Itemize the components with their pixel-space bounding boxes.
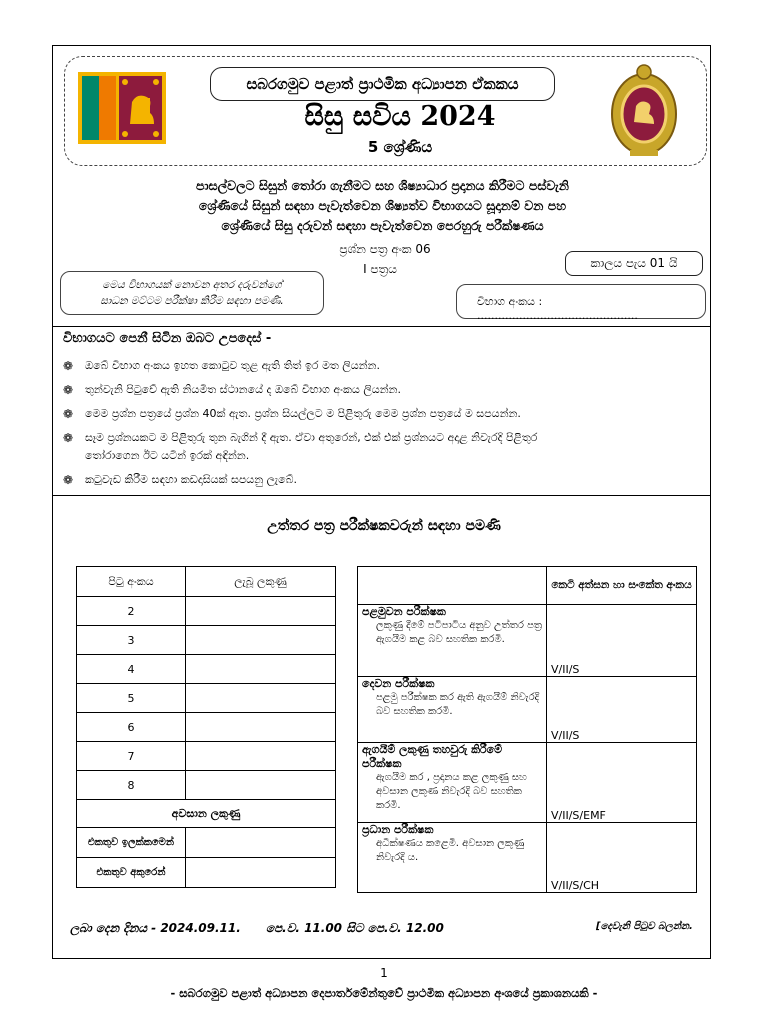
intro-line-1: පාසල්වලට සිසුන් තෝරා ගැනීමට සහ ශිෂ්‍යාධාර ප්‍රදානය කිරීමට පස්වැනි — [196, 178, 569, 193]
page-number: 1 — [380, 966, 388, 980]
examiner-row — [358, 823, 547, 893]
exam-title: සිසු සවිය 2024 — [304, 101, 496, 132]
signature-cell[interactable] — [547, 605, 697, 677]
instruction-text: කටුවැඩ කිරීම සඳහා කඩදාසියක් සපයනු ලැබේ. — [85, 473, 297, 486]
marks-cell[interactable] — [186, 771, 336, 800]
total-words-label: එකතුව අකුරෙන් — [77, 858, 186, 888]
examiner-row — [358, 743, 547, 823]
examiner-row — [358, 677, 547, 743]
authority-title: සබරගමුව පළාත් ප්‍රාථමික අධ්‍යාපන ඒකකය — [210, 67, 555, 101]
examiner-desc: අධීක්ෂණය කළෙමි. අවසාන ලකුණු නිවැරදි ය. — [376, 838, 525, 863]
examiner-role-header — [358, 567, 547, 605]
marks-cell[interactable] — [186, 655, 336, 684]
signature-cell[interactable] — [547, 823, 697, 893]
symbol-code: V/II/S — [551, 729, 580, 742]
examiner-role: දෙවන පරීක්ෂක — [362, 677, 435, 690]
total-digits-label: එකතුව ඉලක්කමෙන් — [77, 828, 186, 858]
bullet-icon: ❁ — [63, 359, 74, 373]
page-number-cell: 2 — [77, 597, 186, 626]
paper-part: I පත්‍රය — [363, 262, 397, 276]
marks-cell[interactable] — [186, 626, 336, 655]
total-words-cell[interactable] — [186, 858, 336, 888]
col-marks-header: ලැබූ ලකුණු — [186, 567, 336, 597]
bullet-icon: ❁ — [63, 407, 74, 421]
page-number-cell: 7 — [77, 742, 186, 771]
instruction-text: මෙම ප්‍රශ්න පත්‍රයේ ප්‍රශ්න 40ක් ඇත. ප්‍රශ්න සියල්ලට ම පිළිතුරු මෙම ප්‍රශ්න පත්‍රයේ ම සපයන්න. — [85, 407, 521, 420]
instructions-heading: විභාගයට පෙනී සිටින ඔබට උපදෙස් - — [63, 331, 272, 346]
instruction-text: ඔබේ විභාග අංකය ඉහත කොටුව තුළ ඇති තිත් ඉර මත ලියන්න. — [85, 359, 380, 372]
divider — [52, 495, 711, 496]
examiner-desc: පළමු පරීක්ෂක කර ඇති ඇගයීම් නිවැරදි බව සහතික කරමි. — [376, 692, 540, 717]
marks-cell[interactable] — [186, 684, 336, 713]
page-number-cell: 5 — [77, 684, 186, 713]
signature-cell[interactable] — [547, 677, 697, 743]
see-over-note: [දෙවැනි පිටුව බලන්න. — [596, 921, 693, 932]
exam-date-line: ලබා දෙන දිනය - 2024.09.11. පෙ.ව. 11.00 සිට පෙ.ව. 12.00 — [70, 921, 444, 935]
index-number-field[interactable] — [456, 284, 706, 322]
page-number-cell: 3 — [77, 626, 186, 655]
instruction-item — [63, 428, 703, 448]
page-number-cell: 6 — [77, 713, 186, 742]
signature-header: කෙටි අත්සන හා සංකේත අංකය — [547, 567, 697, 605]
bullet-icon: ❁ — [63, 431, 74, 445]
signature-cell[interactable] — [547, 743, 697, 823]
marks-cell[interactable] — [186, 597, 336, 626]
instruction-item — [63, 470, 703, 490]
flag-icon — [78, 72, 166, 144]
instruction-item — [63, 356, 703, 376]
instruction-text: සෑම ප්‍රශ්නයකට ම පිළිතුරු තුන බැගින් දී ඇත. ඒවා අතුරෙන්, එක් එක් ප්‍රශ්නයට අදාළ නිවැරදි පිළිතුර — [85, 431, 538, 444]
intro-line-3: ශ්‍රේණියේ සිසු දරුවන් සඳහා පැවැත්වෙන පෙරහුරු පරීක්ෂණය — [221, 218, 544, 233]
examiners-title: උත්තර පත්‍ර පරීක්ෂකවරුන් සඳහා පමණි — [267, 518, 501, 534]
instruction-text: තුන්වැනි පිටුවේ ඇති නියමිත ස්ථානයේ ද ඔබේ විභාග අංකය ලියන්න. — [85, 383, 401, 396]
marks-table — [76, 566, 336, 888]
examiner-desc: ඇගයීම කර , ප්‍රදානය කළ ලකුණු සහ අවසාන ලකුණ නිවැරදි බව සහතික කරමි. — [376, 772, 527, 811]
symbol-code: V/II/S/EMF — [551, 809, 606, 822]
intro-line-2: ශ්‍රේණියේ සිසුන් සඳහා පැවැත්වෙන ශිෂ්‍යත්ව විභාගයට සූදානම් වන පහ — [198, 198, 567, 213]
emblem-icon — [608, 62, 680, 160]
examiner-table — [357, 566, 697, 893]
col-page-header: පිටු අංකය — [77, 567, 186, 597]
examiner-desc: ලකුණු දීමේ පටිපාටිය අනුව උත්තර පත්‍ර ඇගයීම කළ බව සහතික කරමි. — [376, 620, 542, 645]
publisher-line: - සබරගමුව පළාත් අධ්‍යාපන දෙපාර්තමේන්තුවේ ප්‍රාථමික අධ්‍යාපන අංශයේ ප්‍රකාශනයකි - — [170, 986, 598, 1000]
bullet-icon: ❁ — [63, 473, 74, 487]
divider — [52, 326, 711, 327]
total-digits-cell[interactable] — [186, 828, 336, 858]
examiner-role: ඇගයීම් ලකුණු තහවුරු කිරීමේ පරීක්ෂක — [362, 743, 503, 770]
index-label: විභාග අංකය : — [477, 295, 543, 308]
marks-cell[interactable] — [186, 742, 336, 771]
note-line-1: මෙය විභාගයක් නොවන අතර දරුවන්ගේ — [102, 279, 282, 291]
instruction-text: තෝරාගෙන ඊට යටින් ඉරක් අඳින්න. — [85, 449, 250, 462]
note-line-2: සාධන මට්ටම පරීක්ෂා කිරීම සඳහා පමණි. — [100, 295, 284, 307]
final-marks-label: අවසාන ලකුණු — [77, 800, 336, 828]
note-box — [60, 271, 324, 315]
grade-label: 5 ශ්‍රේණිය — [367, 138, 433, 156]
examiner-role: පළමුවන පරීක්ෂක — [362, 605, 446, 618]
instruction-item — [63, 380, 703, 400]
instruction-item — [63, 404, 703, 424]
instruction-continuation — [85, 446, 725, 466]
bullet-icon: ❁ — [63, 383, 74, 397]
page-number-cell: 8 — [77, 771, 186, 800]
index-dots: .............................................. — [477, 309, 638, 322]
time-box: කාලය පැය 01 යි — [565, 251, 703, 276]
page-number-cell: 4 — [77, 655, 186, 684]
marks-cell[interactable] — [186, 713, 336, 742]
symbol-code: V/II/S — [551, 663, 580, 676]
examiner-role: ප්‍රධාන පරීක්ෂක — [362, 823, 434, 836]
examiner-row — [358, 605, 547, 677]
paper-number: ප්‍රශ්න පත්‍ර අංක 06 — [339, 242, 431, 256]
symbol-code: V/II/S/CH — [551, 879, 600, 892]
